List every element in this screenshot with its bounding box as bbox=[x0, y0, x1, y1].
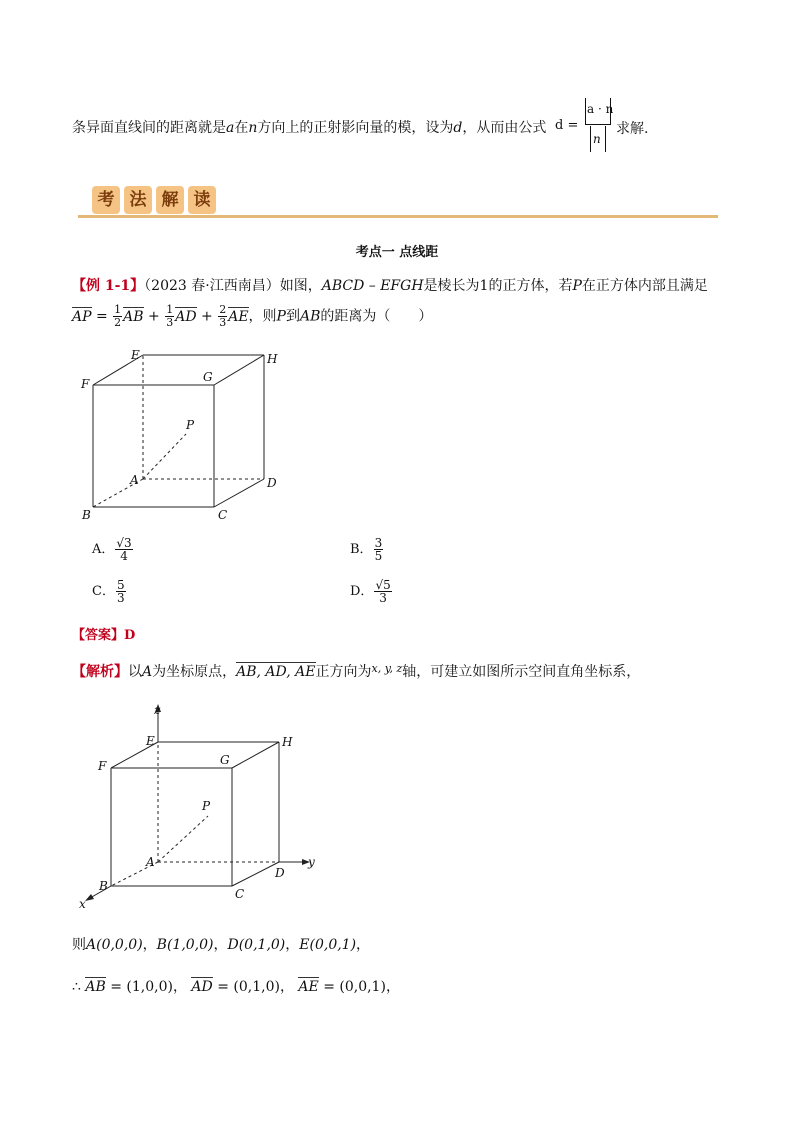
example-text-2: 的正方体，若 bbox=[488, 278, 573, 294]
option-b-num: 3 bbox=[374, 536, 383, 550]
example-source: （2023 春·江西南昌）如图， bbox=[144, 278, 322, 294]
label-f: F bbox=[81, 377, 90, 391]
option-b[interactable] bbox=[350, 537, 384, 562]
option-d[interactable] bbox=[350, 579, 393, 604]
vec-ae-value: = (0,0,1) bbox=[323, 979, 386, 995]
answer-tag: 【答案】 bbox=[72, 628, 125, 643]
option-a-num: √3 bbox=[116, 536, 132, 550]
coef-2-den: 3 bbox=[166, 316, 174, 329]
example-text-3: 在正方体内部且满足 bbox=[581, 278, 708, 294]
option-c-num: 5 bbox=[116, 578, 125, 592]
coords-line-2 bbox=[72, 976, 400, 996]
example-text-1: 是棱长为 bbox=[423, 278, 480, 294]
vector-ad: AD bbox=[175, 308, 197, 325]
banner-char-1: 考 bbox=[92, 186, 120, 214]
coords-line-1 bbox=[72, 934, 370, 954]
option-a-den: 4 bbox=[120, 549, 128, 563]
coef-2-num: 1 bbox=[166, 303, 174, 316]
formula-lhs: d = bbox=[555, 118, 579, 133]
edge-gh bbox=[214, 355, 264, 385]
answer-line bbox=[72, 624, 135, 643]
vec-ab: AB bbox=[85, 979, 106, 995]
analysis-text-2: 为坐标原点， bbox=[152, 664, 237, 680]
option-c[interactable] bbox=[92, 579, 127, 604]
x-axis-arrow bbox=[85, 894, 94, 901]
example-text-6: 的距离为（ ） bbox=[320, 308, 433, 325]
cube-figure-2 bbox=[72, 700, 332, 915]
label2-y: y bbox=[308, 855, 315, 869]
option-d-num: √5 bbox=[375, 578, 391, 592]
option-a[interactable] bbox=[92, 537, 134, 562]
coords-sep-5: ， bbox=[172, 979, 187, 995]
vector-ab: AB bbox=[123, 308, 144, 325]
example-ab2: AB bbox=[299, 308, 321, 325]
distance-formula bbox=[555, 96, 655, 156]
label2-f: F bbox=[98, 759, 107, 773]
option-d-den: 3 bbox=[379, 591, 387, 605]
example-cube: ABCD – EFGH bbox=[321, 278, 424, 294]
analysis-text-4: 轴，可建立如图所示空间直角坐标系， bbox=[402, 664, 641, 680]
option-d-label: D． bbox=[350, 584, 374, 599]
formula-numerator: a · n bbox=[587, 102, 614, 116]
coef-1-den: 2 bbox=[114, 316, 122, 329]
edge2-gh bbox=[232, 742, 279, 768]
coords-sep-3: ， bbox=[285, 937, 300, 953]
coef-2 bbox=[165, 304, 174, 329]
plus-2: + bbox=[201, 308, 213, 325]
label2-z: z bbox=[154, 703, 161, 717]
coords-sep-2: ， bbox=[213, 937, 228, 953]
label2-a: A bbox=[146, 855, 155, 869]
edge2-cd bbox=[232, 862, 279, 886]
answer-value: D bbox=[124, 628, 136, 643]
intro-vector-a: a bbox=[226, 120, 235, 136]
vector-ap: AP bbox=[72, 308, 92, 325]
formula-denominator: n bbox=[593, 132, 601, 146]
label-g: G bbox=[203, 370, 213, 384]
intro-text-4: ，从而由公式 bbox=[462, 120, 547, 136]
banner-tiles bbox=[92, 186, 220, 214]
option-c-den: 3 bbox=[116, 591, 125, 605]
analysis-text-1: 以 bbox=[128, 664, 142, 680]
coef-1 bbox=[113, 304, 122, 329]
label2-p: P bbox=[202, 799, 211, 813]
coords-sep-4: ， bbox=[356, 937, 371, 953]
example-line-1 bbox=[72, 275, 708, 295]
option-a-label: A． bbox=[92, 542, 115, 557]
vec-ab-value: = (1,0,0) bbox=[110, 979, 173, 995]
intro-text-3: 方向上的正射影向量的模，设为 bbox=[257, 120, 454, 136]
coord-a: A(0,0,0) bbox=[86, 937, 143, 953]
option-b-label: B． bbox=[350, 542, 373, 557]
analysis-tag: 【解析】 bbox=[72, 664, 128, 680]
option-b-den: 5 bbox=[374, 549, 383, 563]
analysis-line bbox=[72, 661, 640, 681]
label-d: D bbox=[267, 476, 277, 490]
cube-figure-1 bbox=[72, 342, 312, 532]
vec-ad: AD bbox=[191, 979, 213, 995]
label-e: E bbox=[131, 348, 140, 362]
option-a-frac bbox=[115, 537, 132, 562]
banner-underline bbox=[78, 215, 718, 218]
label2-h: H bbox=[282, 735, 293, 749]
formula-bar bbox=[585, 124, 611, 125]
analysis-axes: x, y, z bbox=[371, 662, 403, 675]
example-line-2 bbox=[72, 304, 432, 329]
coord-e: E(0,0,1) bbox=[299, 937, 357, 953]
label2-b: B bbox=[99, 879, 108, 893]
intro-text-2: 在 bbox=[234, 120, 249, 136]
label2-x: x bbox=[79, 897, 86, 911]
example-text-5: 到 bbox=[285, 308, 300, 325]
coord-d: D(0,1,0) bbox=[227, 937, 286, 953]
coords-prefix-2: ∴ bbox=[72, 979, 81, 995]
vector-ae: AE bbox=[228, 308, 249, 325]
coords-prefix-1: 则 bbox=[72, 937, 86, 953]
intro-line bbox=[72, 117, 546, 137]
label-a: A bbox=[130, 473, 139, 487]
example-p2: P bbox=[276, 308, 286, 325]
vec-ad-value: = (0,1,0) bbox=[217, 979, 280, 995]
label-p: P bbox=[186, 418, 195, 432]
label2-g: G bbox=[220, 753, 230, 767]
label2-d: D bbox=[275, 866, 285, 880]
eq-sign: = bbox=[95, 308, 108, 325]
coef-3-num: 2 bbox=[219, 303, 227, 316]
option-c-frac bbox=[116, 579, 126, 604]
section-banner bbox=[78, 186, 718, 220]
analysis-a: A bbox=[142, 664, 153, 680]
example-tag: 【例 1-1】 bbox=[72, 278, 145, 294]
segment2-ap bbox=[158, 816, 208, 862]
banner-char-4: 读 bbox=[188, 186, 216, 214]
option-b-frac bbox=[374, 537, 384, 562]
banner-char-3: 解 bbox=[156, 186, 184, 214]
segment-ap bbox=[143, 434, 186, 479]
section-title: 考点一 点线距 bbox=[355, 245, 439, 260]
intro-text-1: 条异面直线间的距离就是 bbox=[72, 120, 226, 136]
intro-vector-n: n bbox=[248, 120, 258, 136]
intro-d: d bbox=[453, 120, 463, 136]
coords-sep-1: ， bbox=[142, 937, 157, 953]
example-text-4: ，则 bbox=[248, 308, 277, 325]
example-p: P bbox=[572, 278, 582, 294]
option-c-label: C． bbox=[92, 584, 115, 599]
coef-3 bbox=[218, 304, 227, 329]
example-one: 1 bbox=[479, 278, 489, 294]
label2-e: E bbox=[146, 734, 155, 748]
analysis-text-3: 正方向为 bbox=[315, 664, 372, 680]
banner-char-2: 法 bbox=[124, 186, 152, 214]
edge-cd bbox=[214, 479, 264, 507]
label-b: B bbox=[82, 508, 91, 522]
intro-text-5: 求解. bbox=[616, 121, 649, 137]
option-d-frac bbox=[374, 579, 391, 604]
label-h: H bbox=[267, 352, 278, 366]
plus-1: + bbox=[148, 308, 160, 325]
analysis-vectors: AB, AD, AE bbox=[236, 664, 316, 680]
coords-sep-7: ， bbox=[385, 979, 400, 995]
coef-3-den: 3 bbox=[219, 316, 227, 329]
label2-c: C bbox=[235, 887, 245, 901]
vec-ae: AE bbox=[298, 979, 319, 995]
coords-sep-6: ， bbox=[279, 979, 294, 995]
coef-1-num: 1 bbox=[114, 303, 122, 316]
label-c: C bbox=[218, 508, 228, 522]
coord-b: B(1,0,0) bbox=[156, 937, 214, 953]
